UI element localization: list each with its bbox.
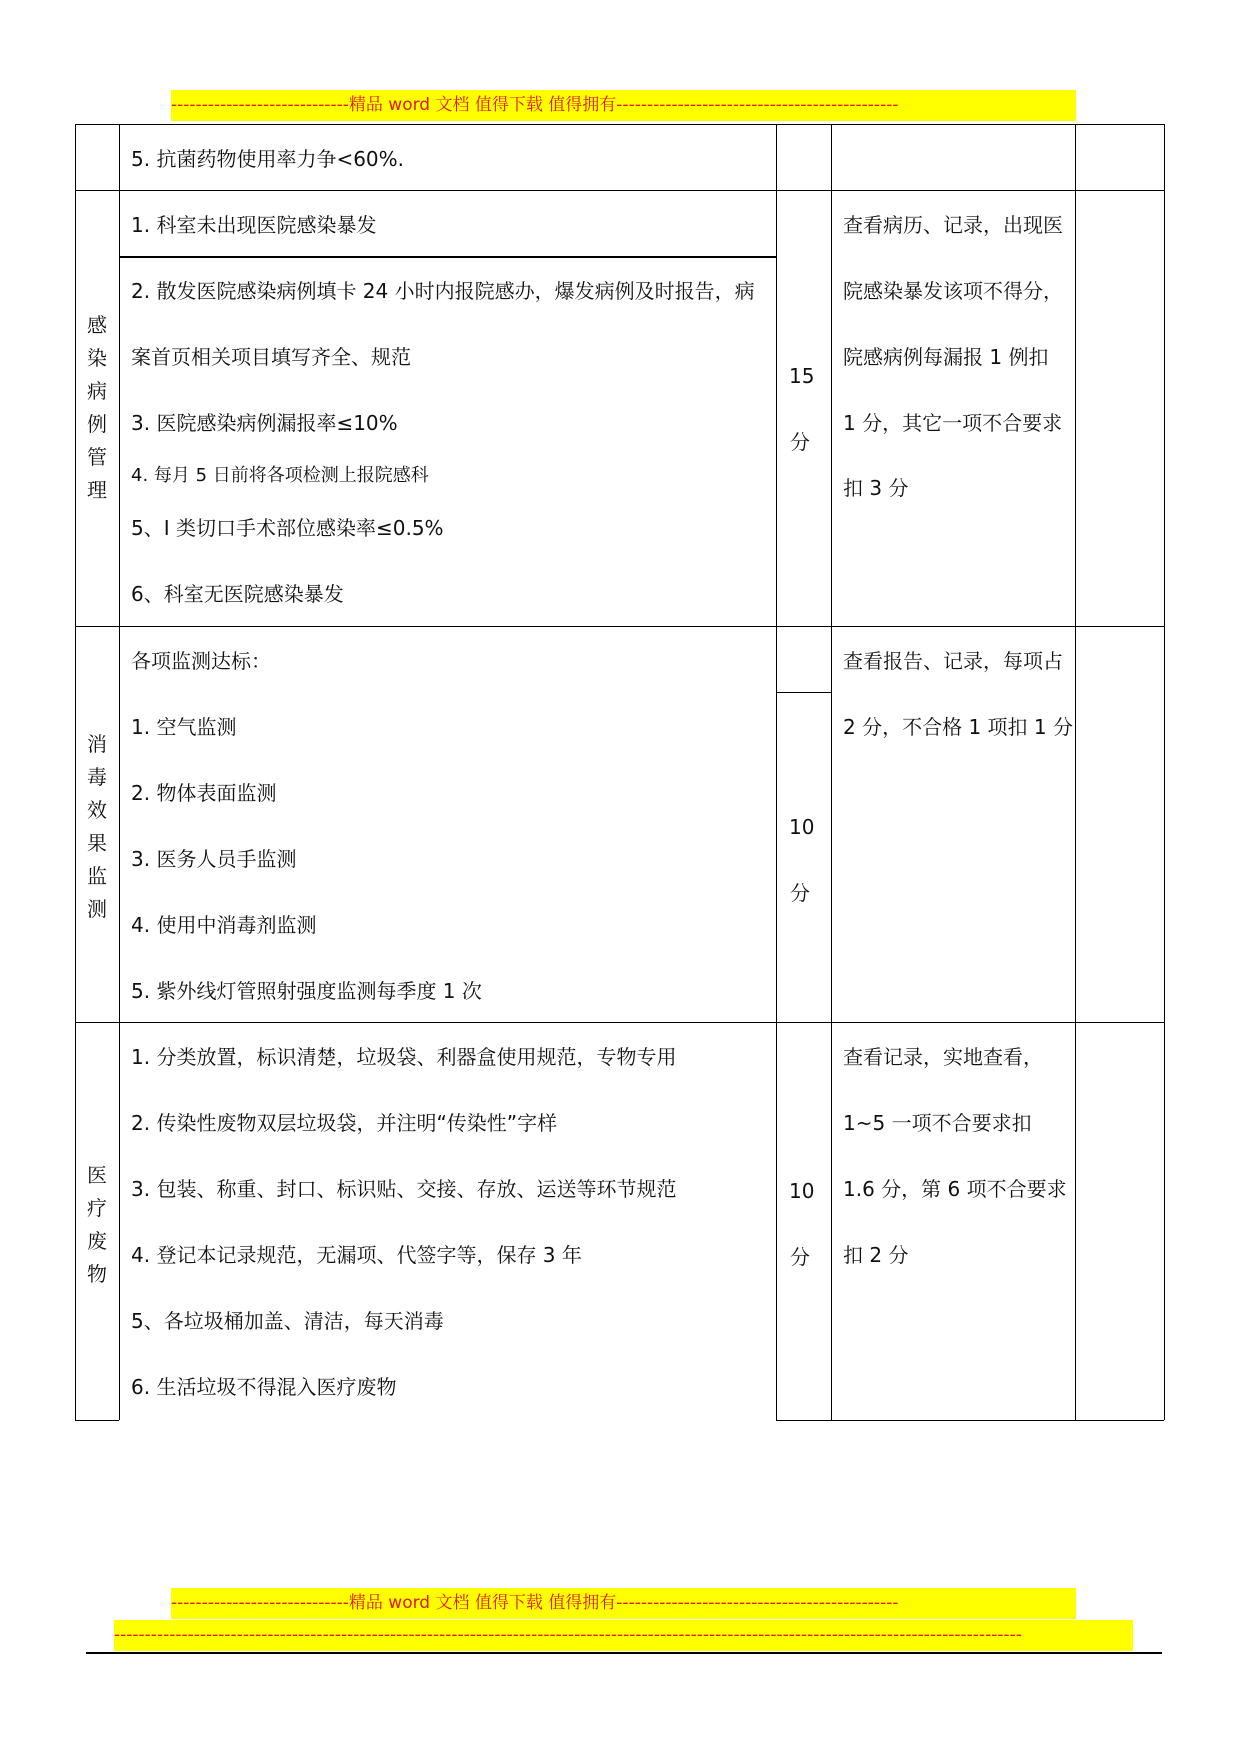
item-text: 4. 每月 5 日前将各项检测上报院感科 bbox=[131, 465, 429, 486]
col-border-method bbox=[1075, 124, 1076, 1420]
col-border-right bbox=[1164, 124, 1165, 1420]
item-text: 3. 包装、称重、封口、标识贴、交接、存放、运送等环节规范 bbox=[131, 1177, 677, 1201]
score-value: 15 bbox=[789, 364, 815, 388]
category-label-disinfection-monitoring: 消 毒 效 果 监 测 bbox=[87, 732, 107, 921]
score-unit: 分 bbox=[790, 1245, 810, 1269]
method-text: 扣 3 分 bbox=[843, 476, 909, 500]
item-divider bbox=[119, 256, 776, 258]
item-text: 6、科室无医院感染暴发 bbox=[131, 582, 344, 606]
method-text: 1~5 一项不合要求扣 bbox=[843, 1111, 1032, 1135]
row-divider bbox=[75, 1022, 1164, 1023]
item-text: 2. 传染性废物双层垃圾袋，并注明“传染性”字样 bbox=[131, 1111, 558, 1135]
method-text: 院感染暴发该项不得分， bbox=[843, 279, 1063, 303]
item-text: 1. 科室未出现医院感染暴发 bbox=[131, 213, 377, 237]
item-text: 1. 分类放置，标识清楚，垃圾袋、利器盒使用规范，专物专用 bbox=[131, 1045, 677, 1069]
category-label-infection-cases: 感 染 病 例 管 理 bbox=[87, 313, 107, 502]
item-text: 3. 医务人员手监测 bbox=[131, 847, 297, 871]
table-bottom-left bbox=[75, 1420, 119, 1421]
method-text: 1.6 分，第 6 项不合要求 bbox=[843, 1177, 1067, 1201]
item-text: 2. 物体表面监测 bbox=[131, 781, 277, 805]
item-text: 4. 使用中消毒剂监测 bbox=[131, 913, 317, 937]
score-divider bbox=[776, 692, 831, 693]
item-text: 2. 散发医院感染病例填卡 24 小时内报院感办，爆发病例及时报告，病 bbox=[131, 279, 755, 303]
bottom-dash-banner: ---------------------------------------------------------------------------------------------------------------------------------------------------- bbox=[114, 1620, 1133, 1651]
item-text: 5、各垃圾桶加盖、清洁，每天消毒 bbox=[131, 1309, 444, 1333]
method-text: 扣 2 分 bbox=[843, 1243, 909, 1267]
item-text: 各项监测达标： bbox=[131, 649, 271, 673]
score-unit: 分 bbox=[790, 430, 810, 454]
method-text: 查看病历、记录，出现医 bbox=[843, 213, 1063, 237]
item-text: 5. 紫外线灯管照射强度监测每季度 1 次 bbox=[131, 979, 482, 1003]
bottom-banner: -----------------------------精品 word 文档 值得下载 值得拥有---------------------------------------------- bbox=[171, 1588, 1076, 1619]
col-border-category bbox=[119, 124, 120, 1420]
item-text: 5. 抗菌药物使用率力争<60%. bbox=[131, 147, 405, 171]
item-text: 4. 登记本记录规范，无漏项、代签字等，保存 3 年 bbox=[131, 1243, 582, 1267]
col-border-items bbox=[776, 124, 777, 1420]
method-text: 查看记录，实地查看， bbox=[843, 1045, 1043, 1069]
score-unit: 分 bbox=[790, 881, 810, 905]
table-bottom-right bbox=[776, 1420, 1164, 1421]
method-text: 院感病例每漏报 1 例扣 bbox=[843, 345, 1049, 369]
footer-rule bbox=[86, 1652, 1162, 1654]
category-label-medical-waste: 医 疗 废 物 bbox=[87, 1163, 107, 1286]
top-banner: -----------------------------精品 word 文档 值得下载 值得拥有---------------------------------------------- bbox=[171, 90, 1076, 121]
table-top-border bbox=[75, 124, 1164, 125]
item-text: 3. 医院感染病例漏报率≤10% bbox=[131, 411, 398, 435]
item-text: 1. 空气监测 bbox=[131, 715, 237, 739]
item-text: 案首页相关项目填写齐全、规范 bbox=[131, 345, 411, 369]
score-value: 10 bbox=[789, 815, 815, 839]
method-text: 查看报告、记录，每项占 bbox=[843, 649, 1063, 673]
method-text: 1 分，其它一项不合要求 bbox=[843, 411, 1063, 435]
item-text: 6. 生活垃圾不得混入医疗废物 bbox=[131, 1375, 397, 1399]
score-value: 10 bbox=[789, 1179, 815, 1203]
row-divider bbox=[75, 190, 1164, 191]
row-divider bbox=[75, 626, 1164, 627]
col-border-left bbox=[75, 124, 76, 1420]
item-text: 5、I 类切口手术部位感染率≤0.5% bbox=[131, 516, 444, 540]
col-border-score bbox=[831, 124, 832, 1420]
method-text: 2 分，不合格 1 项扣 1 分 bbox=[843, 715, 1073, 739]
